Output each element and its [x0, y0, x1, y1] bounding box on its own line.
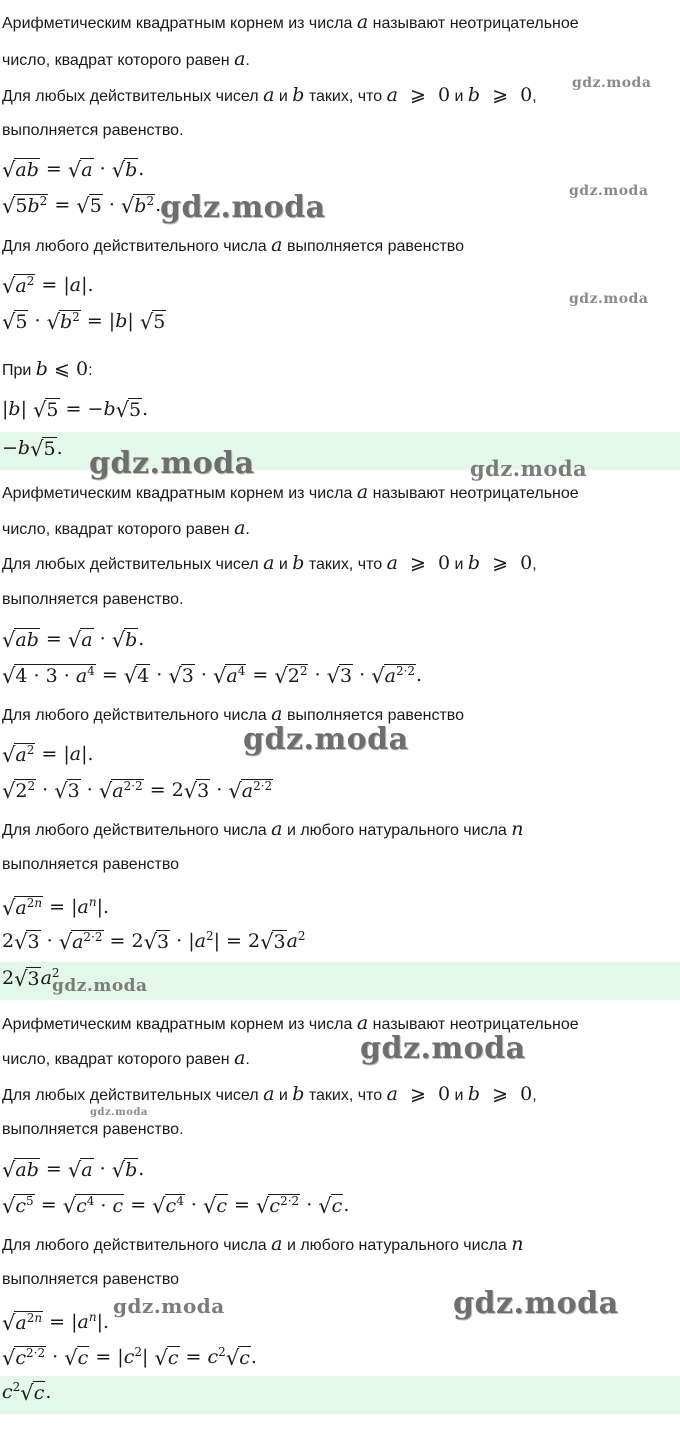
- abs-rule-line: Для любого действительного числа a выполняется равенство: [2, 234, 465, 256]
- watermark: gdz.moda: [90, 1107, 148, 1118]
- definition-line-2: число, квадрат которого равен a.: [2, 48, 250, 70]
- watermark: gdz.moda: [89, 446, 255, 481]
- watermark: gdz.moda: [569, 291, 649, 307]
- definition-line-1: Арифметическим квадратным корнем из числа a называют неотрицательное: [2, 11, 579, 33]
- natural-rule-line-1: Для любого действительного числа a и любого натурального числа n: [2, 818, 524, 840]
- watermark: gdz.moda: [470, 456, 588, 481]
- formula-sqrt-c5: √ $c^5$ = √ $c^4 \cdot c$ = √ $c^4$ · √ c = √ $c^{2\cdot 2}$ · √ c .: [2, 1194, 350, 1218]
- condition-line: При b ⩽ 0:: [2, 358, 93, 380]
- formula-sqrt-c22: √ $c^{2\cdot 2}$ · √ c = $|c^2|$ √ c = $c^2$ √ c .: [2, 1345, 257, 1370]
- formula-2sqrt3: 2 √ 3 · √ $a^{2\cdot 2}$ = 2 √ 3 · $|a^2| = 2$ √ 3 $a^2$: [2, 929, 306, 954]
- watermark: gdz.moda: [453, 1286, 619, 1321]
- product-rule-line-1: Для любых действительных чисел a и b таких, что a ⩾ 0 и b ⩾ 0,: [2, 84, 537, 106]
- definition-line-1: Арифметическим квадратным корнем из числа a называют неотрицательное: [2, 481, 579, 503]
- natural-rule-line-2: выполняется равенство: [2, 856, 180, 873]
- watermark: gdz.moda: [160, 190, 326, 225]
- formula-sqrt-a2: √ $a^2$ = |a|.: [2, 274, 94, 298]
- natural-rule-line-2: выполняется равенство: [2, 1271, 180, 1288]
- formula-sqrt-ab: √ ab = √ a · √ b .: [2, 158, 145, 182]
- product-rule-line-1: Для любых действительных чисел a и b таких, что a ⩾ 0 и b ⩾ 0,: [2, 552, 537, 574]
- abs-rule-line: Для любого действительного числа a выполняется равенство: [2, 703, 465, 725]
- formula-abs-b: |b| √ 5 = −b √ 5 .: [2, 398, 149, 422]
- formula-sqrt-22-3: √ $2^2$ · √ 3 · √ $a^{2\cdot 2}$ = 2 √ 3 · √ $a^{2\cdot 2}$: [2, 779, 273, 803]
- definition-line-2: число, квадрат которого равен a.: [2, 1047, 250, 1069]
- watermark: gdz.moda: [572, 75, 652, 91]
- formula-sqrt5-b2: √ 5 · √ $b^2$ = |b| √ 5: [2, 310, 166, 334]
- watermark: gdz.moda: [52, 976, 148, 996]
- formula-sqrt-a2n: √ $a^{2n}$ = $|a^n|$.: [2, 1310, 110, 1335]
- product-rule-line-2: выполняется равенство.: [2, 591, 184, 608]
- answer-1: −b √ 5 .: [2, 437, 63, 461]
- definition-line-2: число, квадрат которого равен a.: [2, 517, 250, 539]
- watermark: gdz.moda: [113, 1294, 225, 1318]
- formula-sqrt-4-3-a4: √ $4 \cdot 3 \cdot a^4$ = √ 4 · √ 3 · √ $a^4$ = √ $2^2$ · √ 3 · √ $a^{2\cdot 2}$ .: [2, 664, 423, 688]
- answer-highlight-3: [0, 1376, 680, 1414]
- natural-rule-line-1: Для любого действительного числа a и любого натурального числа n: [2, 1233, 524, 1255]
- answer-3: $c^2$ √ c .: [2, 1380, 52, 1405]
- formula-sqrt-a2n: √ $a^{2n}$ = $|a^n|$.: [2, 895, 110, 920]
- answer-2: 2 √ 3 $a^2$: [2, 966, 60, 991]
- formula-sqrt-ab: √ ab = √ a · √ b .: [2, 1158, 145, 1182]
- formula-sqrt-ab: √ ab = √ a · √ b .: [2, 628, 145, 652]
- definition-line-1: Арифметическим квадратным корнем из числа a называют неотрицательное: [2, 1012, 579, 1034]
- formula-sqrt-5b2: √ $5b^2$ = √ 5 · √ $b^2$ .: [2, 194, 162, 218]
- formula-sqrt-a2: √ $a^2$ = |a|.: [2, 743, 94, 767]
- product-rule-line-1: Для любых действительных чисел a и b таких, что a ⩾ 0 и b ⩾ 0,: [2, 1083, 537, 1105]
- product-rule-line-2: выполняется равенство.: [2, 122, 184, 139]
- product-rule-line-2: выполняется равенство.: [2, 1121, 184, 1138]
- watermark: gdz.moda: [243, 722, 409, 757]
- watermark: gdz.moda: [569, 183, 649, 199]
- watermark: gdz.moda: [360, 1031, 526, 1066]
